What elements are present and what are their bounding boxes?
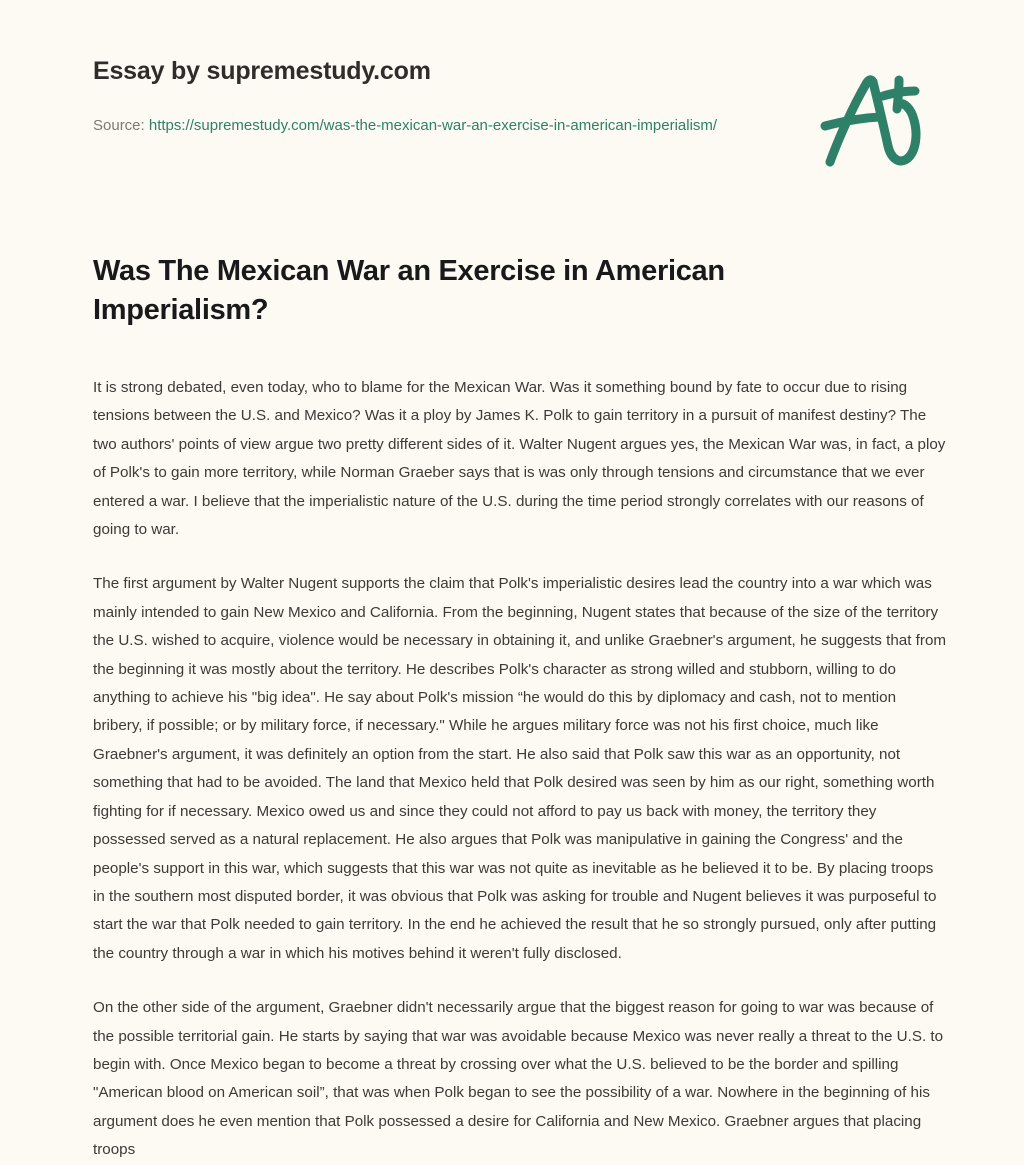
page-header — [0, 0, 1024, 200]
a-plus-logo-svg — [808, 62, 936, 174]
page-title: Was The Mexican War an Exercise in American Imperialism? — [93, 255, 725, 326]
article-paragraph: It is strong debated, even today, who to blame for the Mexican War. Was it something bound by fate to occur due to rising tensions between the U.S. and Mexico? Was it a ploy by James K. Polk to gain territory in a pursuit of manifest destiny? The two authors' points of view argue two pretty different sides of it. Walter Nugent argues yes, the Mexican War was, in fact, a ploy of Polk's to gain more territory, while Norman Graeber says that is was only through tensions and circumstance that we ever entered a war. I believe that the imperialistic nature of the U.S. during the time period strongly correlates with our reasons of going to war. — [93, 379, 946, 539]
article-paragraph: The first argument by Walter Nugent supports the claim that Polk's imperialistic desires lead the country into a war which was mainly intended to gain New Mexico and California. From the beginning, Nugent states that because of the size of the territory the U.S. wished to acquire, violence would be necessary in obtaining it, and unlike Graebner's argument, he suggests that from the beginning it was mostly about the territory. He describes Polk's character as strong willed and stubborn, willing to do anything to achieve his "big idea". He say about Polk's mission “he would do this by diplomacy and cash, not to mention bribery, if possible; or by military force, if necessary." While he argues military force was not his first choice, much like Graebner's argument, it was definitely an option from the start. He also said that Polk saw this war as an opportunity, not something that had to be avoided. The land that Mexico held that Polk desired was seen by him as our right, something worth fighting for if necessary. Mexico owed us and since they could not afford to pay us back with money, the territory they possessed served as a natural replacement. He also argues that Polk was manipulative in gaining the Congress' and the people's support in this war, which suggests that this war was not quite as inevitable as he believed it to be. By placing troops in the southern most disputed border, it was obvious that Polk was asking for trouble and Nugent believes it was purposeful to start the war that Polk needed to gain territory. In the end he achieved the result that he so strongly pursued, only after putting the country through a war in which his motives behind it weren't fully disclosed. — [93, 575, 947, 962]
site-title: Essay by supremestudy.com — [93, 57, 431, 85]
article-paragraph: On the other side of the argument, Graebner didn't necessarily argue that the biggest reason for going to war was because of the possible territorial gain. He starts by saying that war was avoidable because Mexico was never really a threat to the U.S. to begin with. Once Mexico began to become a threat by crossing over what the U.S. believed to be the border and spilling "American blood on American soil”, that was when Polk began to see the possibility of a war. Nowhere in the beginning of his argument does he even mention that Polk possessed a desire for California and New Mexico. Graebner argues that placing troops — [93, 999, 944, 1159]
source-url-link[interactable]: https://supremestudy.com/was-the-mexican-war-an-exercise-in-american-imperialism/ — [148, 117, 718, 134]
article-body — [93, 374, 949, 1165]
source-line — [93, 113, 753, 139]
article-container — [93, 252, 949, 1165]
a-plus-logo-icon — [808, 62, 936, 174]
source-label: Source: — [93, 117, 145, 134]
